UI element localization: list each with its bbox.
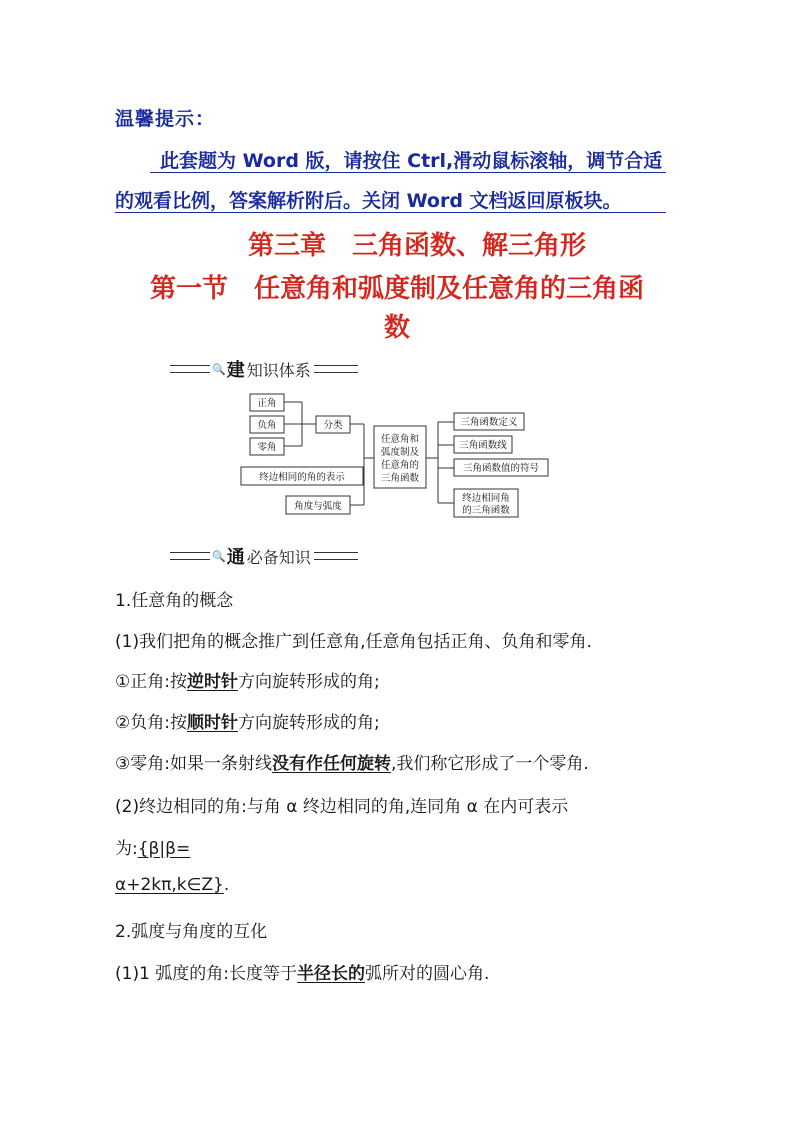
item-suffix: 方向旋转形成的角; — [237, 672, 380, 692]
node-terminal: 终边相同的角的表示 — [259, 472, 345, 483]
item-zero-angle — [115, 749, 589, 774]
section-title-continued: 数 — [383, 313, 410, 343]
answer-counterclockwise: 逆时针 — [186, 672, 238, 692]
node-definition: 三角函数定义 — [460, 417, 518, 428]
node-negative-angle: 负角 — [257, 420, 277, 431]
banner-right-lines — [314, 365, 358, 373]
item-positive-angle — [115, 667, 380, 692]
banner-label: 知识体系 — [246, 360, 311, 380]
banner-badge: 建 — [226, 360, 245, 381]
node-zero-angle: 零角 — [257, 442, 277, 453]
item-negative-angle — [115, 708, 380, 733]
magnifier-icon: 🔍 — [212, 549, 226, 563]
answer-no-rotation: 没有作任何旋转 — [271, 754, 391, 774]
banner-left-lines — [170, 552, 210, 560]
tip-underline-2 — [115, 212, 666, 213]
paragraph-coterminal: (2)终边相同的角:与角 α 终边相同的角,连同角 α 在内可表示 — [115, 797, 569, 817]
node-center-line-3: 任意角的 — [380, 460, 420, 471]
node-center-line-1: 任意角和 — [380, 434, 420, 445]
item-prefix: ②负角:按 — [115, 713, 187, 733]
heading-radian-degree: 2.弧度与角度的互化 — [115, 922, 268, 942]
item-suffix: 方向旋转形成的角; — [237, 713, 380, 733]
node-lines: 三角函数线 — [459, 440, 507, 451]
item-prefix: (1)1 弧度的角:长度等于 — [115, 964, 298, 984]
banner-right-lines — [314, 552, 358, 560]
answer-set-part-2: α+2kπ,k∈Z} — [115, 875, 224, 895]
answer-set-part-1: {β|β= — [137, 839, 191, 859]
banner-essential-knowledge — [170, 543, 358, 569]
banner-knowledge-system — [170, 356, 358, 382]
tip-line-1: 此套题为 Word 版，请按住 Ctrl,滑动鼠标滚轴，调节合适 — [160, 150, 663, 172]
magnifier-icon: 🔍 — [212, 362, 226, 376]
item-suffix: 弧所对的圆心角. — [365, 964, 490, 984]
tip-heading: 温馨提示： — [115, 108, 216, 130]
paragraph-one-radian — [115, 959, 489, 984]
answer-radius-length: 半径长的 — [297, 964, 366, 984]
banner-label: 必备知识 — [246, 547, 311, 567]
set-suffix: . — [223, 875, 230, 895]
node-center-line-4: 三角函数 — [380, 473, 420, 484]
node-terminal-fn-line-1: 终边相同角 — [462, 493, 510, 504]
item-suffix: ,我们称它形成了一个零角. — [390, 754, 589, 774]
banner-badge: 通 — [226, 547, 245, 568]
heading-arbitrary-angle: 1.任意角的概念 — [115, 591, 234, 611]
paragraph-set-line-2 — [115, 875, 229, 895]
chapter-title: 第三章 三角函数、解三角形 — [247, 231, 586, 261]
banner-left-lines — [170, 365, 210, 373]
node-degree-radian: 角度与弧度 — [294, 501, 342, 512]
tip-underline-1 — [150, 172, 666, 173]
item-prefix: ③零角:如果一条射线 — [115, 754, 272, 774]
set-prefix: 为: — [115, 839, 138, 859]
knowledge-diagram — [240, 390, 560, 525]
tip-line-2: 的观看比例，答案解析附后。关闭 Word 文档返回原板块。 — [115, 190, 622, 212]
node-center-line-2: 弧度制及 — [380, 447, 420, 458]
node-signs: 三角函数值的符号 — [462, 463, 540, 474]
answer-clockwise: 顺时针 — [186, 713, 238, 733]
node-classify: 分类 — [323, 420, 343, 431]
section-title: 第一节 任意角和弧度制及任意角的三角函 — [149, 274, 644, 304]
item-prefix: ①正角:按 — [115, 672, 187, 692]
node-positive-angle: 正角 — [257, 398, 277, 409]
node-terminal-fn-line-2: 的三角函数 — [462, 505, 510, 516]
paragraph-arbitrary-angle: (1)我们把角的概念推广到任意角,任意角包括正角、负角和零角. — [115, 632, 592, 652]
paragraph-set-line-1 — [115, 834, 190, 859]
